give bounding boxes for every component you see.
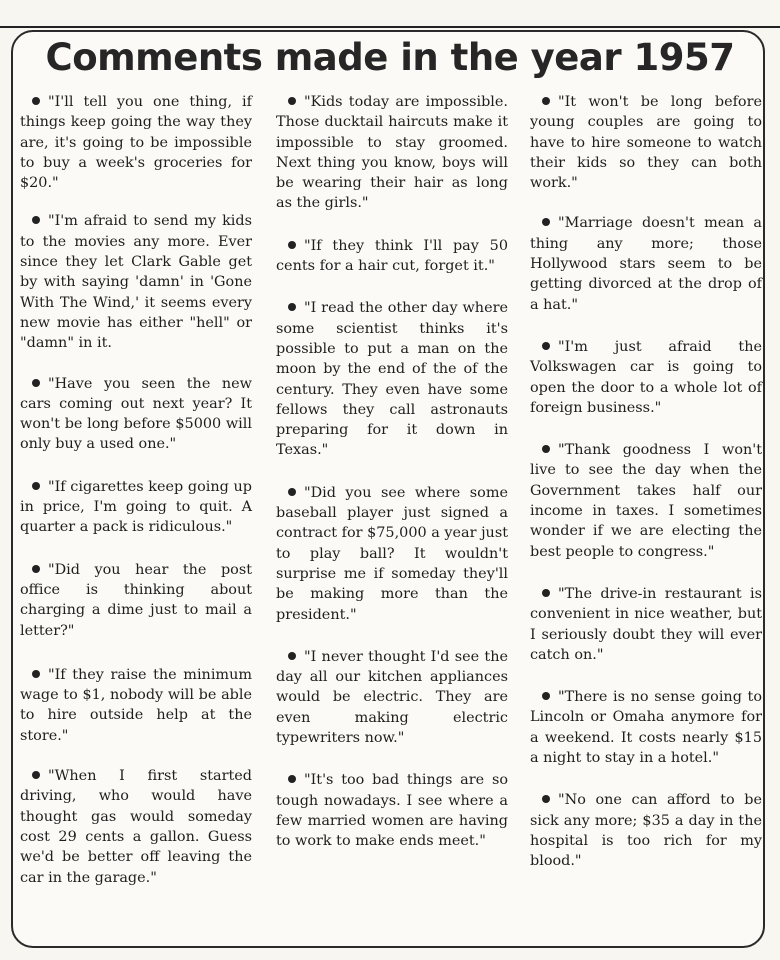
bullet-icon (542, 795, 550, 803)
bullet-icon (542, 218, 550, 226)
bullet-icon (32, 97, 40, 105)
bullet-icon (32, 379, 40, 387)
bullet-icon (32, 670, 40, 678)
quote-text: "If cigarettes keep going up in price, I'm going to quit. A quarter a pack is ridiculous." (20, 478, 252, 536)
quote-item (20, 766, 252, 888)
bullet-icon (542, 589, 550, 597)
column-1 (20, 92, 252, 908)
bullet-icon (288, 241, 296, 249)
quote-text: "Did you see where some baseball player just signed a contract for $75,000 a year just to play ball? It wouldn't surprise me if someday they'll be making more than the president." (276, 484, 508, 623)
bullet-icon (32, 771, 40, 779)
quote-item (20, 92, 252, 193)
quote-text: "It won't be long before young couples are going to have to hire someone to watch their kids so they can both work." (530, 94, 762, 192)
quote-text: "Have you seen the new cars coming out next year? It won't be long before $5000 will only buy a used one." (20, 375, 252, 453)
quote-item (20, 477, 252, 538)
quote-item (530, 92, 762, 193)
top-rule (0, 26, 780, 28)
quote-text: "Thank goodness I won't live to see the day when the Government takes half our income in taxes. I sometimes wonder if we are electing the best people to congress." (530, 442, 762, 560)
bullet-icon (542, 692, 550, 700)
quote-item (276, 92, 508, 214)
bullet-icon (288, 303, 296, 311)
quote-text: "I never thought I'd see the day all our kitchen appliances would be electric. They are even making electric typewriters now." (276, 648, 508, 747)
article-title: Comments made in the year 1957 (45, 36, 735, 79)
quote-text: "When I first started driving, who would have thought gas would someday cost 29 cents a gallon. Guess we'd be better off leaving the car in the garage." (20, 768, 252, 886)
quote-text: "If they raise the minimum wage to $1, nobody will be able to hire outside help at the store." (20, 666, 252, 744)
quote-item (20, 665, 252, 746)
quote-item (530, 337, 762, 418)
quote-item (530, 790, 762, 871)
quote-item (276, 647, 508, 748)
quote-text: "There is no sense going to Lincoln or Omaha anymore for a weekend. It costs nearly $15 a night to stay in a hotel." (530, 689, 762, 767)
quote-text: "I'm just afraid the Volkswagen car is going to open the door to a whole lot of foreign business." (530, 338, 762, 416)
quote-item (276, 236, 508, 277)
quote-item (530, 440, 762, 562)
quote-text: "I'm afraid to send my kids to the movies any more. Ever since they let Clark Gable get by with saying 'damn' in 'Gone With The Wind,' it seems every new movie has either "hell" or "damn" in it. (20, 213, 252, 352)
bullet-icon (542, 97, 550, 105)
quote-text: "It's too bad things are so tough nowadays. I see where a few married women are having to work to make ends meet." (276, 772, 508, 850)
bullet-icon (32, 565, 40, 573)
quote-item (276, 770, 508, 851)
quote-item (530, 213, 762, 314)
quote-text: "The drive-in restaurant is convenient in nice weather, but I seriously doubt they will ever catch on." (530, 585, 762, 663)
quote-text: "Marriage doesn't mean a thing any more; those Hollywood stars seem to be getting divorced at the drop of a hat." (530, 215, 762, 313)
quote-item (20, 560, 252, 641)
quote-text: "Did you hear the post office is thinking about charging a dime just to mail a letter?" (20, 561, 252, 639)
quote-item (276, 483, 508, 625)
bullet-icon (32, 216, 40, 224)
bullet-icon (542, 342, 550, 350)
bullet-icon (542, 445, 550, 453)
bullet-icon (288, 97, 296, 105)
quote-text: "No one can afford to be sick any more; $35 a day in the hospital is too rich for my blood." (530, 792, 762, 870)
column-3 (530, 92, 762, 892)
quote-text: "I read the other day where some scientist thinks it's possible to put a man on the moon by the end of the of the century. They even have some fellows they call astronauts preparing for it down in Texas." (276, 300, 508, 459)
quote-item (530, 584, 762, 665)
quote-item (20, 374, 252, 455)
quote-item (276, 298, 508, 460)
quote-item (20, 211, 252, 353)
bullet-icon (288, 652, 296, 660)
bullet-icon (288, 488, 296, 496)
column-2 (276, 92, 508, 872)
quote-text: "I'll tell you one thing, if things keep going the way they are, it's going to be impossible to buy a week's groceries for $20." (20, 94, 252, 192)
bullet-icon (288, 775, 296, 783)
bullet-icon (32, 482, 40, 490)
quote-text: "If they think I'll pay 50 cents for a hair cut, forget it." (276, 237, 508, 275)
quote-text: "Kids today are impossible. Those ducktail haircuts make it impossible to stay groomed. Next thing you know, boys will be wearing their hair as long as the girls." (276, 94, 508, 212)
quote-item (530, 687, 762, 768)
